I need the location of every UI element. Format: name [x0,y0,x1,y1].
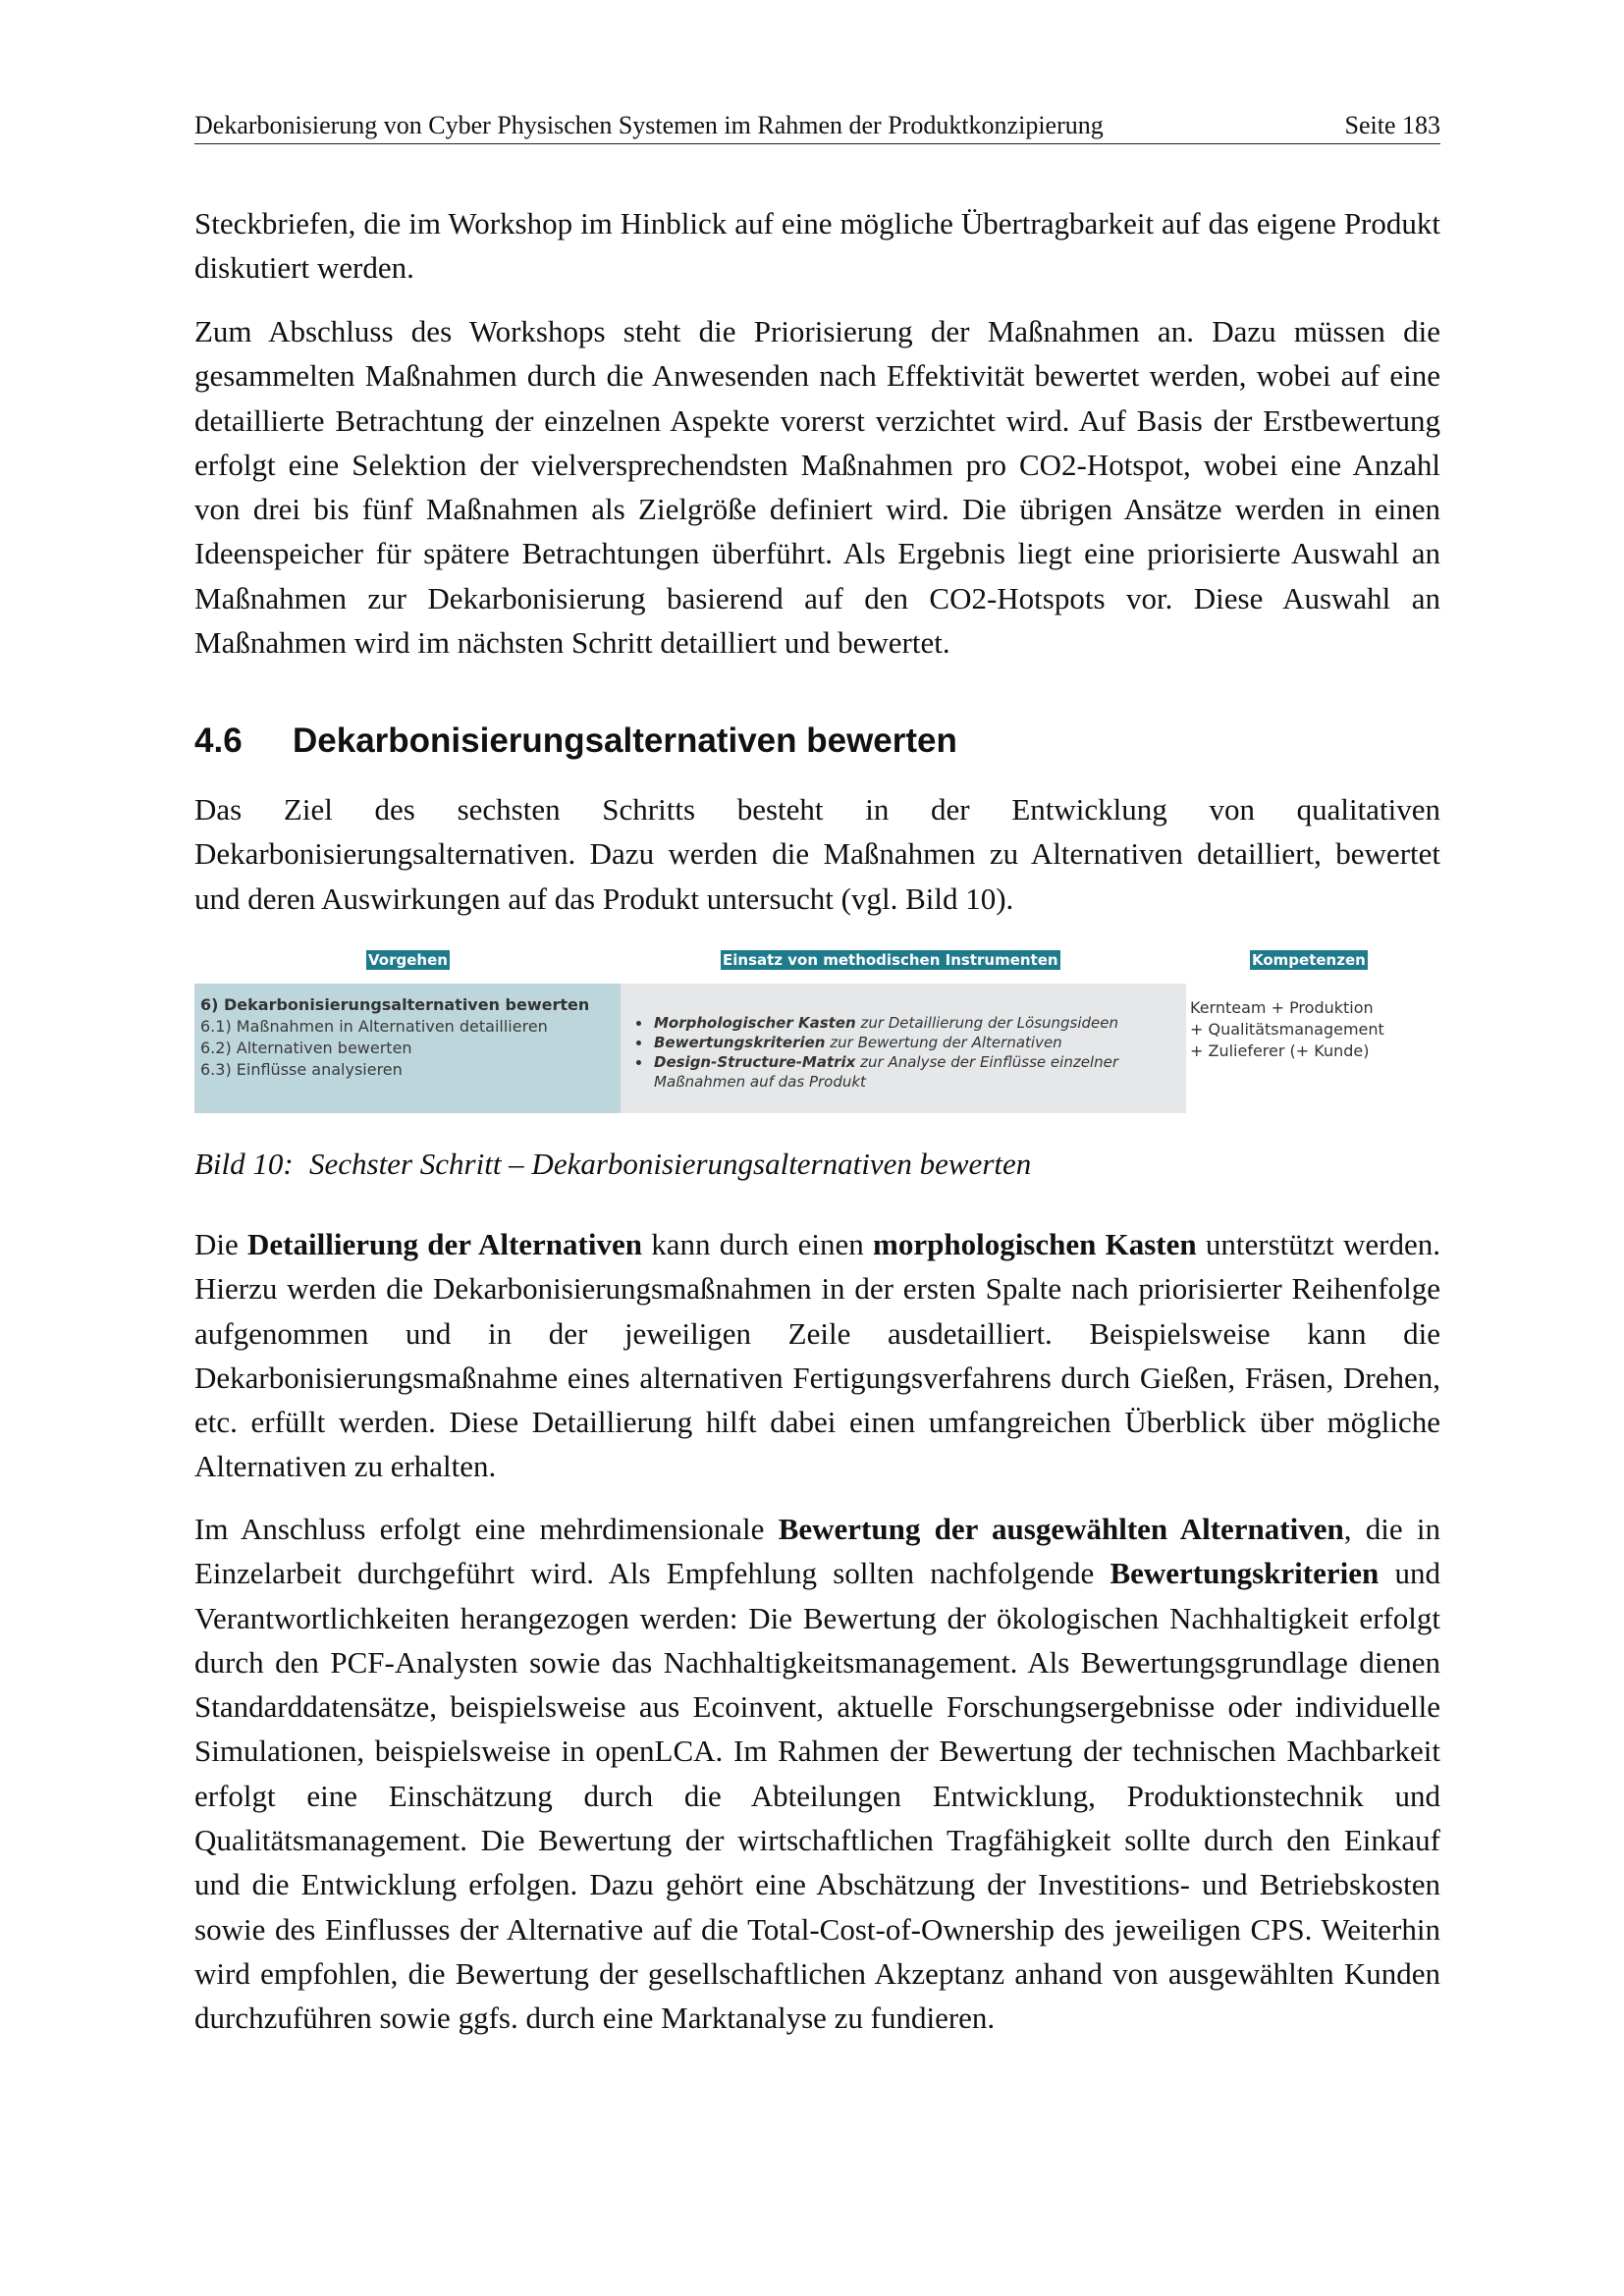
figure-competence: + Qualitätsmanagement [1190,1020,1384,1039]
figure-competence: Kernteam + Produktion [1190,998,1374,1017]
section-number: 4.6 [194,721,243,760]
figure-caption [194,1143,1031,1186]
paragraph-2: Zum Abschluss des Workshops steht die Priorisierung der Maßnahmen an. Dazu müssen die gesammelten Maßnahmen durch die Anwesenden nach Effektivität bewertet werden, wobei auf eine detaillierte Betrachtung der einzelnen Aspekte vorerst verzichtet wird. Auf Basis der Erstbewertung erfolgt eine Selektion der vielversprechendsten Maßnahmen pro CO2-Hotspot, wobei eine Anzahl von drei bis fünf Maßnahmen als Zielgröße definiert wird. Die übrigen Ansätze werden in einen Ideenspeicher für spätere Betrachtungen überführt. Als Ergebnis liegt eine priorisierte Auswahl an Maßnahmen zur Dekarbonisierung basierend auf den CO2-Hotspots vor. Diese Auswahl an Maßnahmen wird im nächsten Schritt detailliert und bewertet. [194,314,1440,661]
caption-text: Sechster Schritt – Dekarbonisierungsalternativen bewerten [309,1147,1032,1181]
figure-header-einsatz: Einsatz von methodischen Instrumenten [723,951,1058,969]
section-title: Dekarbonisierungsalternativen bewerten [293,721,957,760]
paragraph-3: Das Ziel des sechsten Schritts besteht in der Entwicklung von qualitativen Dekarbonisierungsalternativen. Dazu werden die Maßnahmen zu Alternativen detailliert, bewertet und deren Auswirkungen auf das Produkt untersucht (vgl. Bild 10). [194,792,1440,916]
figure-competence: + Zulieferer (+ Kunde) [1190,1041,1370,1060]
figure-header-vorgehen: Vorgehen [368,951,448,969]
figure-header-kompetenzen: Kompetenzen [1252,951,1366,969]
figure-step-title: 6) Dekarbonisierungsalternativen bewerten [200,995,590,1014]
figure-instrument-item: Design-Structure-Matrix zur Analyse der Einflüsse einzelner [634,1052,1118,1072]
caption-label: Bild 10: [194,1147,294,1181]
figure-step-line: 6.2) Alternativen bewerten [200,1039,412,1057]
paragraph-1: Steckbriefen, die im Workshop im Hinblick auf eine mögliche Übertragbarkeit auf das eigene Produkt diskutiert werden. [194,206,1440,286]
figure-instrument-continuation: Maßnahmen auf das Produkt [654,1073,866,1091]
figure-divider [1178,984,1186,1113]
figure-step-line: 6.3) Einflüsse analysieren [200,1060,403,1079]
figure-instrument-list [634,1013,1118,1092]
running-header [194,108,1440,144]
section-heading [194,720,957,763]
header-title: Dekarbonisierung von Cyber Physischen Systemen im Rahmen der Produktkonzipierung [194,111,1104,139]
figure-competences [1190,997,1384,1062]
paragraph-4: Die Detaillierung der Alternativen kann durch einen morphologischen Kasten unterstützt werden. Hierzu werden die Dekarbonisierungsmaßnahmen in der ersten Spalte nach priorisierter Reihenfolge aufgenommen und in der jeweiligen Zeile ausdetailliert. Beispielsweise kann die Dekarbonisierungsmaßnahme eines alternativen Fertigungsverfahrens durch Gießen, Fräsen, Drehen, etc. erfüllt werden. Diese Detaillierung hilft dabei einen umfangreichen Überblick über mögliche Alternativen zu erhalten. [194,1227,1440,1484]
process-figure [194,944,1384,1113]
figure-step-line: 6.1) Maßnahmen in Alternativen detaillieren [200,1017,548,1036]
figure-instrument-item: Bewertungskriterien zur Bewertung der Alternativen [634,1033,1118,1052]
page-number: Seite 183 [1344,111,1440,139]
figure-vorgehen-cell [194,984,621,1113]
figure-instrument-item: Morphologischer Kasten zur Detaillierung der Lösungsideen [634,1013,1118,1033]
paragraph-5: Im Anschluss erfolgt eine mehrdimensionale Bewertung der ausgewählten Alternativen, die in Einzelarbeit durchgeführt wird. Als Empfehlung sollten nachfolgende Bewertungskriterien und Verantwortlichkeiten herangezogen werden: Die Bewertung der ökologischen Nachhaltigkeit erfolgt durch den PCF-Analysten sowie das Nachhaltigkeitsmanagement. Als Bewertungsgrundlage dienen Standarddatensätze, beispielsweise aus Ecoinvent, aktuelle Forschungsergebnisse oder individuelle Simulationen, beispielsweise in openLCA. Im Rahmen der Bewertung der technischen Machbarkeit erfolgt eine Einschätzung durch die Abteilungen Entwicklung, Produktionstechnik und Qualitätsmanagement. Die Bewertung der wirtschaftlichen Tragfähigkeit sollte durch den Einkauf und die Entwicklung erfolgen. Dazu gehört eine Abschätzung der Investitions- und Betriebskosten sowie des Einflusses der Alternative auf die Total-Cost-of-Ownership des jeweiligen CPS. Weiterhin wird empfohlen, die Bewertung der gesellschaftlichen Akzeptanz anhand von ausgewählten Kunden durchzuführen sowie ggfs. durch eine Marktanalyse zu fundieren. [194,1512,1441,2036]
